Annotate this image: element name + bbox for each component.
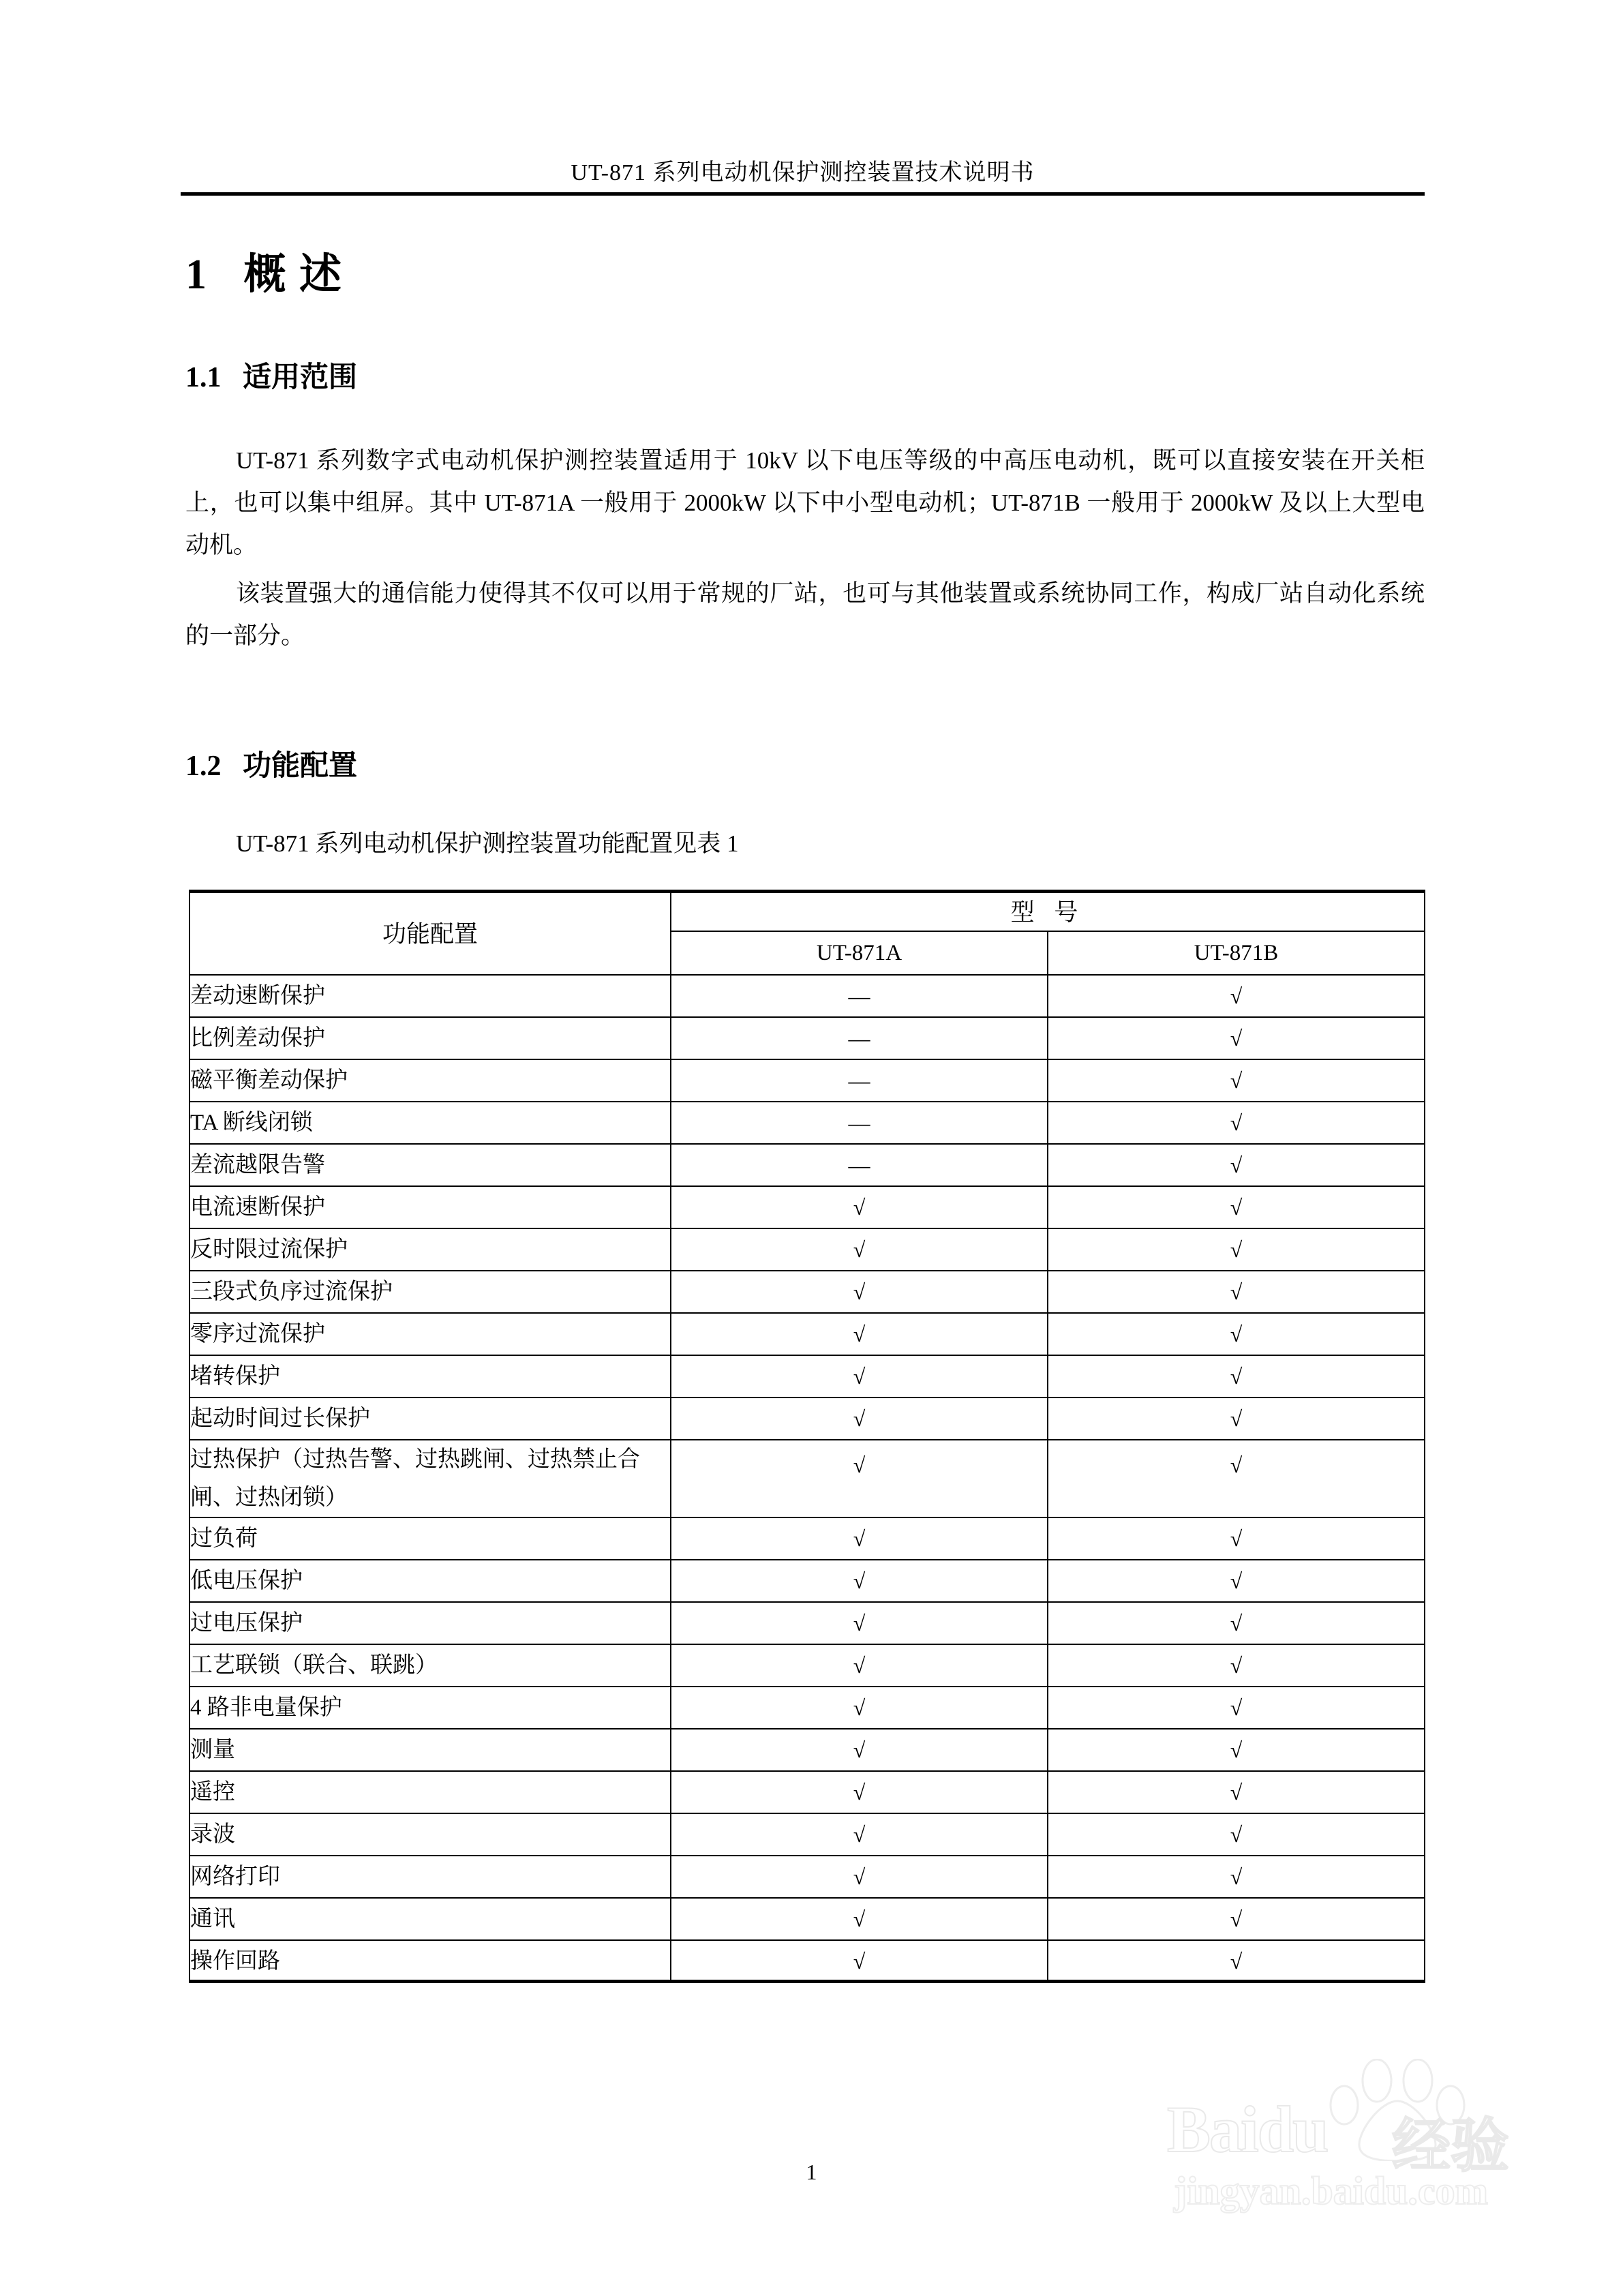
cell-model-a-value: √	[671, 1398, 1048, 1440]
cell-model-a-value: √	[671, 1771, 1048, 1813]
cell-model-a-value: —	[671, 1059, 1048, 1102]
cell-model-a-value: √	[671, 1813, 1048, 1856]
cell-model-a-value: √	[671, 1729, 1048, 1771]
cell-feature-name: 过负荷	[189, 1517, 671, 1560]
table-row	[189, 1729, 1425, 1771]
cell-model-b-value: √	[1048, 1856, 1425, 1898]
cell-model-b-value: √	[1048, 975, 1425, 1017]
running-head: UT-871 系列电动机保护测控装置技术说明书	[571, 160, 1035, 185]
paragraph-scope-2: 该装置强大的通信能力使得其不仅可以用于常规的厂站，也可与其他装置或系统协同工作，构成厂站自动化系统的一部分。	[185, 580, 1425, 649]
cell-model-a-value: —	[671, 1144, 1048, 1186]
header-rule	[181, 192, 1425, 196]
table-row	[189, 1355, 1425, 1398]
watermark-brand-cn: 经验	[1392, 2113, 1509, 2179]
cell-feature-name: 反时限过流保护	[189, 1228, 671, 1271]
cell-model-a-value: —	[671, 1102, 1048, 1144]
cell-model-b-value: √	[1048, 1644, 1425, 1687]
cell-model-a-value: √	[671, 1517, 1048, 1560]
cell-model-b-value: √	[1048, 1355, 1425, 1398]
table-row	[189, 1687, 1425, 1729]
cell-feature-name: 比例差动保护	[189, 1017, 671, 1059]
table-row	[189, 1017, 1425, 1059]
cell-model-b-value: √	[1048, 1102, 1425, 1144]
cell-feature-name: 操作回路	[189, 1940, 671, 1982]
paw-logo-icon	[1311, 2059, 1489, 2161]
cell-model-a-value: —	[671, 1017, 1048, 1059]
cell-feature-name: 磁平衡差动保护	[189, 1059, 671, 1102]
cell-feature-name: 堵转保护	[189, 1355, 671, 1398]
cell-model-b-value: √	[1048, 1398, 1425, 1440]
cell-model-b-value: √	[1048, 1313, 1425, 1355]
cell-feature-name: 三段式负序过流保护	[189, 1271, 671, 1313]
table-row	[189, 1602, 1425, 1644]
cell-feature-name: 4 路非电量保护	[189, 1687, 671, 1729]
table-row	[189, 1186, 1425, 1228]
table-row	[189, 1398, 1425, 1440]
table-row	[189, 1560, 1425, 1602]
cell-feature-name: 电流速断保护	[189, 1186, 671, 1228]
cell-model-b-value: √	[1048, 1729, 1425, 1771]
cell-model-b-value: √	[1048, 1059, 1425, 1102]
cell-model-a-value: √	[671, 1186, 1048, 1228]
cell-feature-name: 差流越限告警	[189, 1144, 671, 1186]
cell-model-b-value: √	[1048, 1517, 1425, 1560]
section-heading-1-2: 1.2 功能配置	[185, 751, 358, 782]
table-row	[189, 1271, 1425, 1313]
cell-feature-name: TA 断线闭锁	[189, 1102, 671, 1144]
cell-model-b-value: √	[1048, 1186, 1425, 1228]
section-heading-1: 1 概 述	[185, 252, 344, 298]
cell-model-a-value: √	[671, 1856, 1048, 1898]
table-row	[189, 1940, 1425, 1982]
cell-feature-name: 差动速断保护	[189, 975, 671, 1017]
page-number: 1	[806, 2160, 817, 2184]
watermark-brand: Baidu	[1167, 2093, 1328, 2166]
table-row	[189, 1144, 1425, 1186]
table-row	[189, 1517, 1425, 1560]
cell-feature-name: 过热保护（过热告警、过热跳闸、过热禁止合闸、过热闭锁）	[189, 1440, 671, 1517]
cell-model-b-value: √	[1048, 1440, 1425, 1517]
cell-model-a-value: √	[671, 1271, 1048, 1313]
header-cell-model-b: UT-871B	[1048, 931, 1425, 975]
header-cell-feature: 功能配置	[189, 890, 671, 975]
cell-model-a-value: √	[671, 1940, 1048, 1982]
table-row	[189, 1059, 1425, 1102]
cell-model-b-value: √	[1048, 1771, 1425, 1813]
cell-model-a-value: √	[671, 1644, 1048, 1687]
cell-model-a-value: √	[671, 1440, 1048, 1517]
cell-feature-name: 工艺联锁（联合、联跳）	[189, 1644, 671, 1687]
table-row	[189, 1102, 1425, 1144]
cell-feature-name: 网络打印	[189, 1856, 671, 1898]
table-row	[189, 1228, 1425, 1271]
cell-feature-name: 过电压保护	[189, 1602, 671, 1644]
table-row	[189, 1856, 1425, 1898]
cell-model-b-value: √	[1048, 1813, 1425, 1856]
cell-model-b-value: √	[1048, 1017, 1425, 1059]
table-row	[189, 1313, 1425, 1355]
cell-model-a-value: √	[671, 1602, 1048, 1644]
cell-feature-name: 录波	[189, 1813, 671, 1856]
table-row	[189, 975, 1425, 1017]
cell-feature-name: 起动时间过长保护	[189, 1398, 671, 1440]
paragraph-scope-1: UT-871 系列数字式电动机保护测控装置适用于 10kV 以下电压等级的中高压电动机，既可以直接安装在开关柜上，也可以集中组屏。其中 UT-871A 一般用于 2000kW 以下中小型电动机；UT-871B 一般用于 2000kW 及以上大型电动机。	[185, 447, 1425, 558]
cell-model-a-value: √	[671, 1560, 1048, 1602]
cell-model-b-value: √	[1048, 1602, 1425, 1644]
cell-feature-name: 低电压保护	[189, 1560, 671, 1602]
section-heading-1-1: 1.1 适用范围	[185, 362, 358, 393]
cell-model-b-value: √	[1048, 1687, 1425, 1729]
table-row	[189, 1813, 1425, 1856]
cell-model-a-value: √	[671, 1313, 1048, 1355]
cell-model-b-value: √	[1048, 1271, 1425, 1313]
cell-feature-name: 通讯	[189, 1898, 671, 1940]
cell-model-b-value: √	[1048, 1940, 1425, 1982]
cell-model-a-value: √	[671, 1898, 1048, 1940]
cell-feature-name: 零序过流保护	[189, 1313, 671, 1355]
cell-model-b-value: √	[1048, 1144, 1425, 1186]
table-header-row-1	[189, 890, 1425, 931]
header-cell-model-group: 型 号	[671, 890, 1425, 931]
table-row	[189, 1771, 1425, 1813]
cell-model-a-value: √	[671, 1355, 1048, 1398]
header-cell-model-a: UT-871A	[671, 931, 1048, 975]
table-caption: UT-871 系列电动机保护测控装置功能配置见表 1	[236, 830, 739, 857]
cell-model-a-value: √	[671, 1228, 1048, 1271]
table-row	[189, 1440, 1425, 1517]
table-row	[189, 1644, 1425, 1687]
cell-model-b-value: √	[1048, 1228, 1425, 1271]
cell-feature-name: 遥控	[189, 1771, 671, 1813]
cell-model-a-value: √	[671, 1687, 1048, 1729]
cell-model-b-value: √	[1048, 1560, 1425, 1602]
table-body	[189, 975, 1425, 1982]
watermark-url: jingyan.baidu.com	[1174, 2169, 1488, 2213]
cell-model-b-value: √	[1048, 1898, 1425, 1940]
function-config-table-wrap	[189, 890, 1424, 1983]
table-row	[189, 1898, 1425, 1940]
cell-feature-name: 测量	[189, 1729, 671, 1771]
table-head	[189, 890, 1425, 975]
cell-model-a-value: —	[671, 975, 1048, 1017]
function-config-table	[189, 890, 1425, 1983]
baidu-watermark	[1167, 2059, 1576, 2229]
